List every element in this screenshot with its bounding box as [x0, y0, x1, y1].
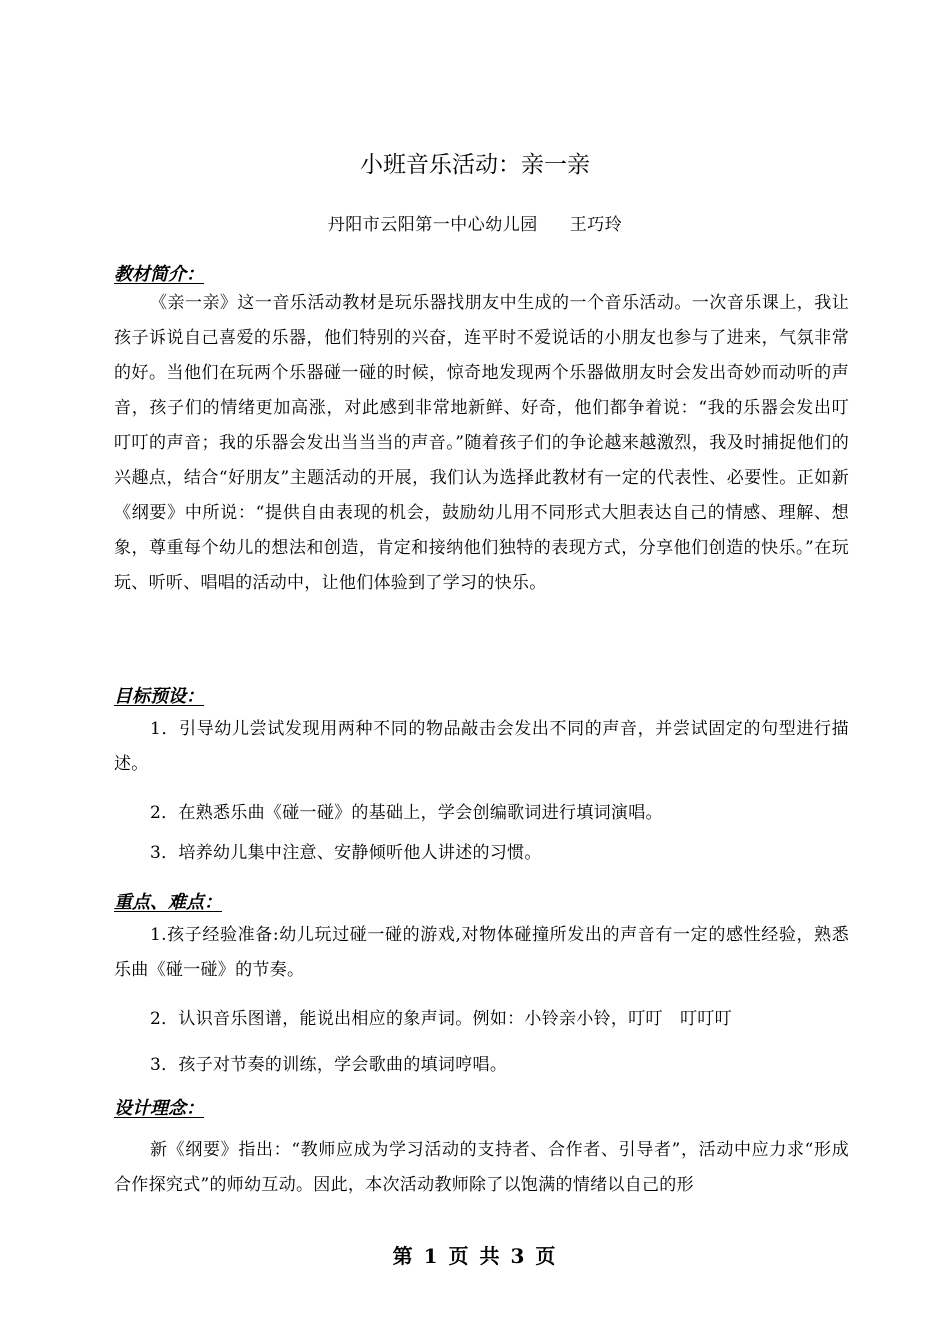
- key-point-item-1: 1.孩子经验准备:幼儿玩过碰一碰的游戏,对物体碰撞所发出的声音有一定的感性经验，熟悉乐曲《碰一碰》的节奏。: [114, 925, 849, 980]
- goal-item-2: 2．在熟悉乐曲《碰一碰》的基础上，学会创编歌词进行填词演唱。: [150, 803, 663, 823]
- author-line: [0, 210, 950, 235]
- section-heading-goals: 目标预设：: [114, 686, 204, 707]
- intro-paragraph: 《亲一亲》这一音乐活动教材是玩乐器找朋友中生成的一个音乐活动。一次音乐课上，我让孩子诉说自己喜爱的乐器，他们特别的兴奋，连平时不爱说话的小朋友也参与了进来，气氛非常的好。当他们在玩两个乐器碰一碰的时候，惊奇地发现两个乐器做朋友时会发出奇妙而动听的声音，孩子们的情绪更加高涨，对此感到非常地新鲜、好奇，他们都争着说：“我的乐器会发出叮叮叮的声音；我的乐器会发出当当当的声音。”随着孩子们的争论越来越激烈，我及时捕捉他们的兴趣点，结合“好朋友”主题活动的开展，我们认为选择此教材有一定的代表性、必要性。正如新《纲要》中所说：“提供自由表现的机会，鼓励幼儿用不同形式大胆表达自己的情感、理解、想象，尊重每个幼儿的想法和创造，肯定和接纳他们独特的表现方式，分享他们创造的快乐。”在玩玩、听听、唱唱的活动中，让他们体验到了学习的快乐。: [114, 293, 849, 593]
- key-point-item-2: 2．认识音乐图谱，能说出相应的象声词。例如：小铃亲小铃，叮叮 叮叮叮: [150, 1009, 733, 1029]
- concept-paragraph: 新《纲要》指出：“教师应成为学习活动的支持者、合作者、引导者”，活动中应力求“形成合作探究式”的师幼互动。因此，本次活动教师除了以饱满的情绪以自己的形: [114, 1140, 849, 1195]
- page-number-footer: 第 1 页 共 3 页: [392, 1244, 558, 1268]
- key-point-item-3: 3．孩子对节奏的训练，学会歌曲的填词哼唱。: [150, 1055, 508, 1075]
- page-title: 小班音乐活动：亲一亲: [360, 152, 590, 178]
- section-heading-key-points: 重点、难点：: [114, 892, 222, 913]
- goal-item-1: 1．引导幼儿尝试发现用两种不同的物品敲击会发出不同的声音，并尝试固定的句型进行描述。: [114, 719, 849, 774]
- goal-item-3: 3．培养幼儿集中注意、安静倾听他人讲述的习惯。: [150, 843, 542, 863]
- author-org: 丹阳市云阳第一中心幼儿园: [327, 215, 538, 235]
- section-heading-intro: 教材简介：: [114, 264, 204, 285]
- author-name: 王巧玲: [569, 215, 623, 235]
- section-heading-concept: 设计理念：: [114, 1098, 204, 1119]
